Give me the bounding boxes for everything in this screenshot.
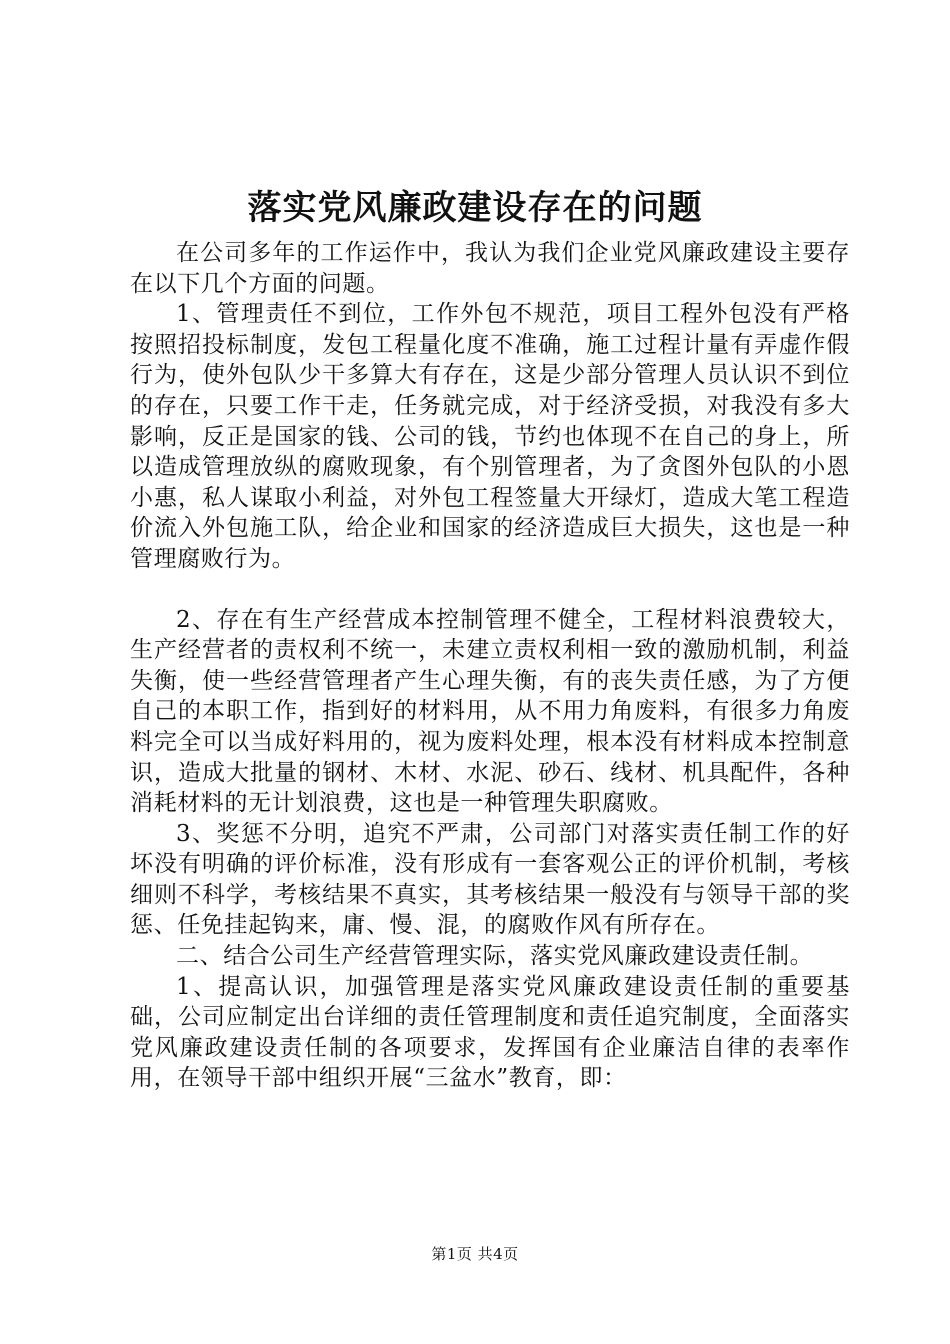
document-body (130, 238, 850, 1094)
paragraph-issue-2: 2、存在有生产经营成本控制管理不健全，工程材料浪费较大，生产经营者的责权利不统一，未建立责权利相一致的激励机制，利益失衡，使一些经营管理者产生心理失衡，有的丧失责任感，为了方便自己的本职工作，指到好的材料用，从不用力角废料，有很多力角废料完全可以当成好料用的，视为废料处理，根本没有材料成本控制意识，造成大批量的钢材、木材、水泥、砂石、线材、机具配件，各种消耗材料的无计划浪费，这也是一种管理失职腐败。 (130, 606, 850, 817)
paragraph-issue-1: 1、管理责任不到位，工作外包不规范，项目工程外包没有严格按照招投标制度，发包工程量化度不准确，施工过程计量有弄虚作假行为，使外包队少干多算大有存在，这是少部分管理人员认识不到位的存在，只要工作干走，任务就完成，对于经济受损，对我没有多大影响，反正是国家的钱、公司的钱，节约也体现不在自己的身上，所以造成管理放纵的腐败现象，有个别管理者，为了贪图外包队的小恩小惠，私人谋取小利益，对外包工程签量大开绿灯，造成大笔工程造价流入外包施工队，给企业和国家的经济造成巨大损失，这也是一种管理腐败行为。 (130, 301, 850, 572)
section-heading-2: 二、结合公司生产经营管理实际，落实党风廉政建设责任制。 (176, 943, 814, 970)
paragraph-issue-3: 3、奖惩不分明，追究不严肃，公司部门对落实责任制工作的好坏没有明确的评价标准，没有形成有一套客观公正的评价机制，考核细则不科学，考核结果不真实，其考核结果一般没有与领导干部的奖惩、任免挂起钩来，庸、慢、混，的腐败作风有所存在。 (130, 820, 850, 939)
paragraph-measure-1: 1、提高认识，加强管理是落实党风廉政建设责任制的重要基础，公司应制定出台详细的责任管理制度和责任追究制度，全面落实党风廉政建设责任制的各项要求，发挥国有企业廉洁自律的表率作用，在领导干部中组织开展“三盆水”教育，即： (130, 973, 850, 1092)
page-number-footer: 第1页 共4页 (431, 1245, 519, 1263)
paragraph-intro: 在公司多年的工作运作中，我认为我们企业党风廉政建设主要存在以下几个方面的问题。 (130, 240, 850, 297)
document-title: 落实党风廉政建设存在的问题 (247, 188, 703, 228)
